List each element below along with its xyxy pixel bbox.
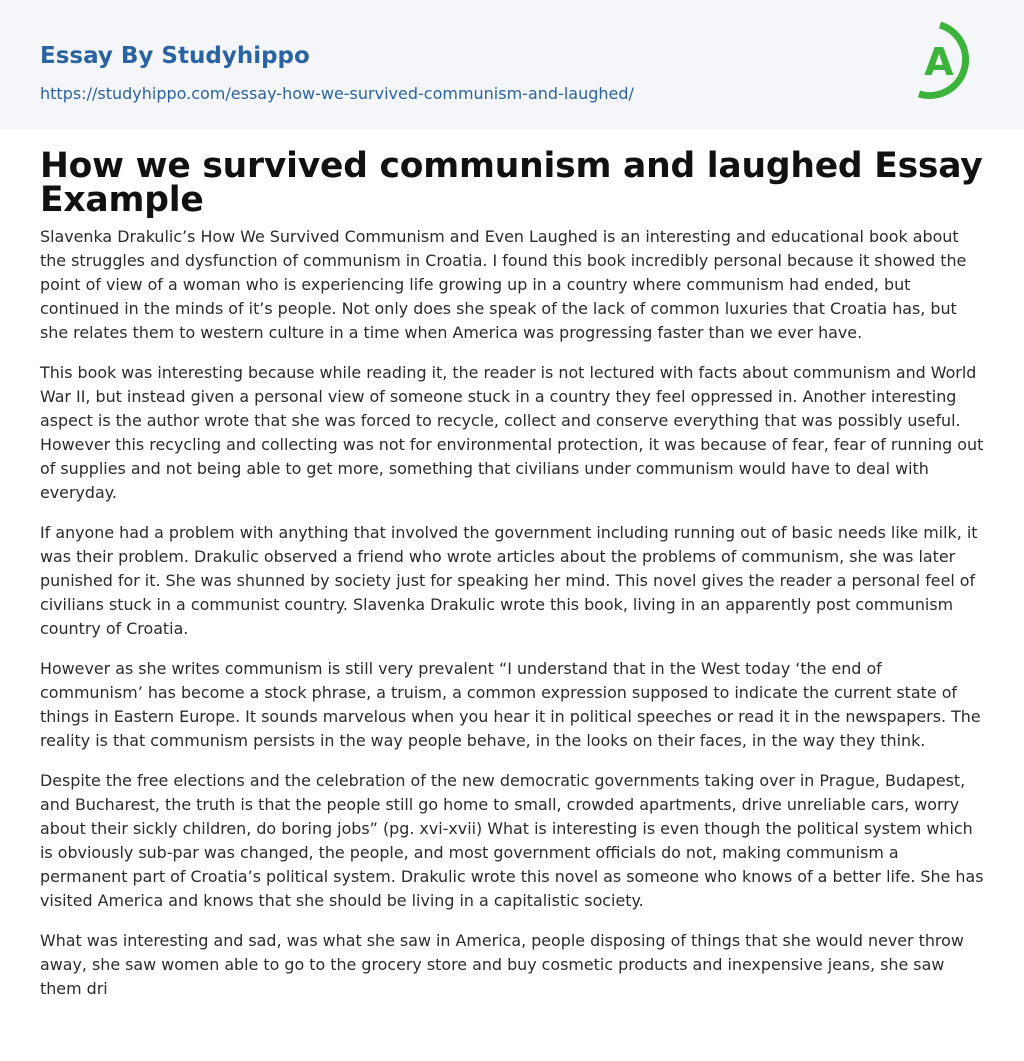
site-header: [0, 0, 1024, 129]
article-body: [0, 129, 1024, 1001]
essay-paragraph: This book was interesting because while reading it, the reader is not lectured with facts about communism and World War II, but instead given a personal view of someone stuck in a country they feel oppressed in. Another interesting aspect is the author wrote that she was forced to recycle, collect and conserve everything that was possibly useful. However this recycling and collecting was not for environmental protection, it was because of fear, fear of running out of supplies and not being able to get more, something that civilians under communism would have to deal with everyday.: [40, 363, 984, 502]
brand-title[interactable]: Essay By Studyhippo: [40, 43, 310, 69]
essay-paragraph: If anyone had a problem with anything that involved the government including running out of basic needs like milk, it was their problem. Drakulic observed a friend who wrote articles about the problems of communism, she was later punished for it. She was shunned by society just for speaking her mind. This novel gives the reader a personal feel of civilians stuck in a communist country. Slavenka Drakulic wrote this book, living in an apparently post communism country of Croatia.: [40, 523, 978, 638]
essay-paragraph: Slavenka Drakulic’s How We Survived Communism and Even Laughed is an interesting and educational book about the struggles and dysfunction of communism in Croatia. I found this book incredibly personal because it showed the point of view of a woman who is experiencing life growing up in a country where communism had ended, but continued in the minds of it’s people. Not only does she speak of the lack of common luxuries that Croatia has, but she relates them to western culture in a time when America was progressing faster than we ever have.: [40, 227, 967, 342]
page-title: How we survived communism and laughed Essay Example: [40, 146, 983, 220]
essay-paragraph: Despite the free elections and the celebration of the new democratic governments taking over in Prague, Budapest, and Bucharest, the truth is that the people still go home to small, crowded apartments, drive unreliable cars, worry about their sickly children, do boring jobs” (pg. xvi-xvii) What is interesting is even though the political system which is obviously sub-par was changed, the people, and most government officials do not, making communism a permanent part of Croatia’s political system. Drakulic wrote this novel as someone who knows of a better life. She has visited America and knows that she should be living in a capitalistic society.: [40, 771, 984, 910]
studyhippo-logo-icon[interactable]: [910, 18, 988, 108]
logo-letter: A: [924, 40, 954, 84]
essay-paragraph: What was interesting and sad, was what she saw in America, people disposing of things that she would never throw away, she saw women able to go to the grocery store and buy cosmetic products and inexpensive jeans, she saw them dri: [40, 931, 964, 998]
essay-url-link[interactable]: https://studyhippo.com/essay-how-we-survived-communism-and-laughed/: [40, 84, 634, 103]
essay-paragraph: However as she writes communism is still very prevalent “I understand that in the West today ‘the end of communism’ has become a stock phrase, a truism, a common expression supposed to indicate the current state of things in Eastern Europe. It sounds marvelous when you hear it in political speeches or read it in the newspapers. The reality is that communism persists in the way people behave, in the looks on their faces, in the way they think.: [40, 659, 981, 750]
